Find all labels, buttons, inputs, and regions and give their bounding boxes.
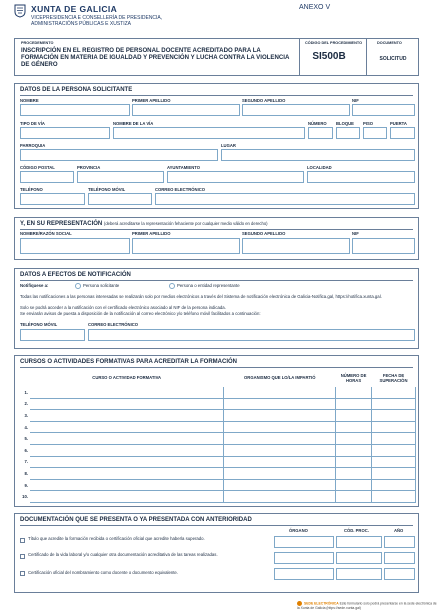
doc-item: Título que acredite la formación recibida o certificación oficial que acredite haberla superado.: [28, 536, 205, 541]
parroquia-field[interactable]: [20, 149, 218, 161]
course-cell[interactable]: [29, 491, 223, 503]
date-cell[interactable]: [372, 387, 416, 399]
doc-item: Certificación oficial del nombramiento como docente o documento equivalente.: [28, 570, 178, 575]
bloque-label: BLOQUE: [336, 121, 354, 126]
telefono-movil-label: TELÉFONO MÓVIL: [88, 187, 126, 192]
doc-col-code-header: CÓD. PROC.: [344, 528, 369, 533]
row-number: 7.: [24, 459, 28, 465]
hours-cell[interactable]: [336, 421, 372, 433]
section-heading: [20, 221, 268, 227]
xunta-logo-icon: [14, 4, 26, 18]
correo-field[interactable]: [155, 193, 415, 205]
nif-field[interactable]: [352, 104, 415, 116]
course-cell[interactable]: [29, 456, 223, 468]
hours-cell[interactable]: [336, 479, 372, 491]
piso-label: PISO: [363, 121, 374, 126]
course-cell[interactable]: [29, 398, 223, 410]
bloque-field[interactable]: [336, 127, 360, 139]
date-cell[interactable]: [372, 479, 416, 491]
footer-org: SEDE ELECTRÓNICA: [304, 601, 339, 606]
procedure-code: SI500B: [312, 51, 346, 62]
notification-text-3: Se enviarán avisos de puesta a disposición de la notificación al correo electrónico y/o teléfono móvil facilitados a continuación:: [20, 311, 261, 316]
date-cell[interactable]: [372, 468, 416, 480]
piso-field[interactable]: [363, 127, 387, 139]
notify-to-label: Notifíquese a:: [20, 283, 49, 288]
codigo-postal-field[interactable]: [20, 171, 74, 183]
nif-label: NIF: [352, 98, 359, 103]
doc-organ-field[interactable]: [274, 568, 334, 580]
brand-name: XUNTA DE GALICIA: [31, 4, 118, 14]
course-row: [20, 479, 416, 491]
organism-cell[interactable]: [224, 456, 336, 468]
razon-social-label: NOMBRE/RAZÓN SOCIAL: [20, 231, 72, 236]
course-row: [20, 387, 416, 399]
document-type: SOLICITUD: [379, 56, 407, 62]
puerta-field[interactable]: [390, 127, 415, 139]
row-number: 10.: [22, 494, 28, 500]
radio-applicant-label: Persona solicitante: [83, 283, 120, 288]
course-row: [20, 491, 416, 503]
ayuntamiento-field[interactable]: [167, 171, 304, 183]
col-hours-header: NÚMERO DE HORAS: [340, 372, 367, 383]
notification-text-2: Solo se podrá acceder a la notificación con el certificado electrónico asociado al NIF de la persona indicada.: [20, 305, 226, 310]
hours-cell[interactable]: [336, 444, 372, 456]
divider: [299, 39, 300, 75]
doc-checkbox[interactable]: [20, 538, 25, 543]
course-cell[interactable]: [29, 421, 223, 433]
hours-cell[interactable]: [336, 410, 372, 422]
notif-telefono-movil-field[interactable]: [20, 329, 85, 341]
course-cell[interactable]: [29, 410, 223, 422]
organism-cell[interactable]: [224, 421, 336, 433]
department-name: VICEPRESIDENCIA E CONSELLERÍA DE PRESIDENCIA, ADMINISTRACIÓNS PÚBLICAS E XUSTIZA: [31, 15, 163, 27]
notif-telefono-movil-label: TELÉFONO MÓVIL: [20, 322, 58, 327]
organism-cell[interactable]: [224, 479, 336, 491]
section-heading: DATOS DE LA PERSONA SOLICITANTE: [20, 87, 133, 93]
divider: [20, 95, 413, 96]
row-number: 6.: [24, 447, 28, 453]
doc-year-field[interactable]: [384, 568, 415, 580]
procedure-box: [14, 38, 419, 76]
section-heading: DOCUMENTACIÓN QUE SE PRESENTA O YA PRESENTADA CON ANTERIORIDAD: [20, 517, 252, 523]
courses-table: [19, 368, 416, 503]
numero-field[interactable]: [308, 127, 333, 139]
codigo-postal-label: CÓDIGO POSTAL: [20, 165, 55, 170]
representative-note: (deberá acreditarse la representación fehaciente por cualquier medio válido en derecho): [103, 221, 268, 226]
doc-checkbox[interactable]: [20, 571, 25, 576]
footer-note: [297, 601, 437, 610]
doc-code-field[interactable]: [336, 568, 382, 580]
section-heading: CURSOS O ACTIVIDADES FORMATIVAS PARA ACREDITAR LA FORMACIÓN: [20, 359, 237, 365]
divider: [20, 229, 413, 230]
localidad-field[interactable]: [307, 171, 415, 183]
nombre-field[interactable]: [20, 104, 130, 116]
nombre-via-field[interactable]: [113, 127, 305, 139]
row-number: 3.: [24, 412, 28, 418]
razon-social-field[interactable]: [20, 238, 130, 254]
document-label: DOCUMENTO: [377, 41, 402, 45]
doc-col-year-header: AÑO: [394, 528, 404, 533]
tipo-via-label: TIPO DE VÍA: [20, 121, 45, 126]
doc-item: Certificado de la vida laboral y/o cualquier otra documentación acreditativa de las tareas realizadas.: [28, 552, 218, 557]
row-number: 8.: [24, 470, 28, 476]
localidad-label: LOCALIDAD: [307, 165, 332, 170]
course-row: [20, 433, 416, 445]
hours-cell[interactable]: [336, 387, 372, 399]
lugar-field[interactable]: [221, 149, 415, 161]
parroquia-label: PARROQUIA: [20, 143, 46, 148]
col-org-header: ORGANISMO QUE LO/LA IMPARTIÓ: [244, 375, 316, 380]
doc-organ-field[interactable]: [274, 536, 334, 548]
date-cell[interactable]: [372, 398, 416, 410]
rep-nif-label: NIF: [352, 231, 359, 236]
organism-cell[interactable]: [224, 433, 336, 445]
representative-heading: Y, EN SU REPRESENTACIÓN: [20, 221, 103, 227]
puerta-label: PUERTA: [390, 121, 407, 126]
primer-apellido-field[interactable]: [132, 104, 240, 116]
doc-organ-field[interactable]: [274, 552, 334, 564]
provincia-field[interactable]: [77, 171, 164, 183]
correo-label: CORREO ELECTRÓNICO: [155, 187, 206, 192]
divider: [20, 280, 413, 281]
footer-text: Este formulario solo podrá presentarse en la sede electrónica de la Xunta de Galicia (https://sede.xunta.gal): [297, 601, 437, 610]
row-number: 9.: [24, 482, 28, 488]
telefono-movil-field[interactable]: [88, 193, 152, 205]
nombre-via-label: NOMBRE DE LA VÍA: [113, 121, 154, 126]
hours-cell[interactable]: [336, 433, 372, 445]
course-cell[interactable]: [29, 433, 223, 445]
courses-table-body: [20, 387, 416, 503]
hours-cell[interactable]: [336, 456, 372, 468]
doc-code-field[interactable]: [336, 536, 382, 548]
course-cell[interactable]: [29, 444, 223, 456]
notification-section: [14, 268, 419, 349]
divider: [366, 39, 367, 75]
representative-section: [14, 217, 419, 260]
radio-representative[interactable]: [169, 283, 175, 289]
telefono-field[interactable]: [20, 193, 85, 205]
radio-representative-label: Persona o entidad representante: [177, 283, 240, 288]
organism-cell[interactable]: [224, 444, 336, 456]
nombre-label: NOMBRE: [20, 98, 39, 103]
date-cell[interactable]: [372, 444, 416, 456]
primer-apellido-label: PRIMER APELLIDO: [132, 98, 171, 103]
course-row: [20, 410, 416, 422]
applicant-section: [14, 83, 419, 209]
telefono-label: TELÉFONO: [20, 187, 43, 192]
code-label: CÓDIGO DEL PROCEDIMIENTO: [305, 41, 363, 45]
rep-nif-field[interactable]: [352, 238, 415, 254]
divider: [20, 525, 413, 526]
organism-cell[interactable]: [224, 398, 336, 410]
course-row: [20, 456, 416, 468]
doc-checkbox[interactable]: [20, 554, 25, 559]
row-number: 1.: [24, 389, 28, 395]
notif-correo-label: CORREO ELECTRÓNICO: [88, 322, 139, 327]
date-cell[interactable]: [372, 421, 416, 433]
hours-cell[interactable]: [336, 468, 372, 480]
course-row: [20, 468, 416, 480]
date-cell[interactable]: [372, 491, 416, 503]
row-number: 2.: [24, 401, 28, 407]
course-cell[interactable]: [29, 468, 223, 480]
course-cell[interactable]: [29, 479, 223, 491]
course-cell[interactable]: [29, 387, 223, 399]
row-number: 5.: [24, 436, 28, 442]
organism-cell[interactable]: [224, 468, 336, 480]
lugar-label: LUGAR: [221, 143, 236, 148]
rep-primer-apellido-label: PRIMER APELLIDO: [132, 231, 171, 236]
segundo-apellido-field[interactable]: [242, 104, 350, 116]
col-date-header: FECHA DE SUPERACIÓN: [379, 372, 408, 383]
course-row: [20, 398, 416, 410]
date-cell[interactable]: [372, 410, 416, 422]
doc-code-field[interactable]: [336, 552, 382, 564]
hours-cell[interactable]: [336, 398, 372, 410]
date-cell[interactable]: [372, 433, 416, 445]
procedure-label: PROCEDEMENTO: [21, 41, 54, 45]
numero-label: NÚMERO: [308, 121, 327, 126]
provincia-label: PROVINCIA: [77, 165, 101, 170]
course-row: [20, 421, 416, 433]
documentation-section: [14, 513, 419, 593]
organism-cell[interactable]: [224, 491, 336, 503]
row-number: 4.: [24, 424, 28, 430]
course-row: [20, 444, 416, 456]
notif-correo-field[interactable]: [88, 329, 415, 341]
hours-cell[interactable]: [336, 491, 372, 503]
radio-applicant[interactable]: [75, 283, 81, 289]
rep-segundo-apellido-label: SEGUNDO APELLIDO: [242, 231, 286, 236]
ayuntamiento-label: AYUNTAMIENTO: [167, 165, 200, 170]
section-heading: DATOS A EFECTOS DE NOTIFICACIÓN: [20, 272, 131, 278]
date-cell[interactable]: [372, 456, 416, 468]
tipo-via-field[interactable]: [20, 127, 110, 139]
segundo-apellido-label: SEGUNDO APELLIDO: [242, 98, 286, 103]
procedure-title: INSCRIPCIÓN EN EL REGISTRO DE PERSONAL DOCENTE ACREDITADO PARA LA FORMACIÓN EN MATERIA DE IGUALDAD Y PREVENCIÓN Y LUCHA CONTRA LA VIOLENCIA DE GÉNERO: [21, 47, 290, 69]
doc-col-org-header: ÓRGANO: [289, 528, 308, 533]
doc-year-field[interactable]: [384, 536, 415, 548]
organism-cell[interactable]: [224, 387, 336, 399]
notification-text-1: Todas las notificaciones a las personas interesadas se realizarán solo por medios electrónicos a través del Sistema de notificación electrónica de Galicia-Notifica.gal, https://notifica.xunta.gal.: [20, 294, 382, 299]
annex-label: ANEXO V: [299, 4, 331, 11]
col-course-header: CURSO O ACTIVIDAD FORMATIVA: [92, 375, 162, 380]
rep-primer-apellido-field[interactable]: [132, 238, 240, 254]
organism-cell[interactable]: [224, 410, 336, 422]
doc-year-field[interactable]: [384, 552, 415, 564]
rep-segundo-apellido-field[interactable]: [242, 238, 350, 254]
